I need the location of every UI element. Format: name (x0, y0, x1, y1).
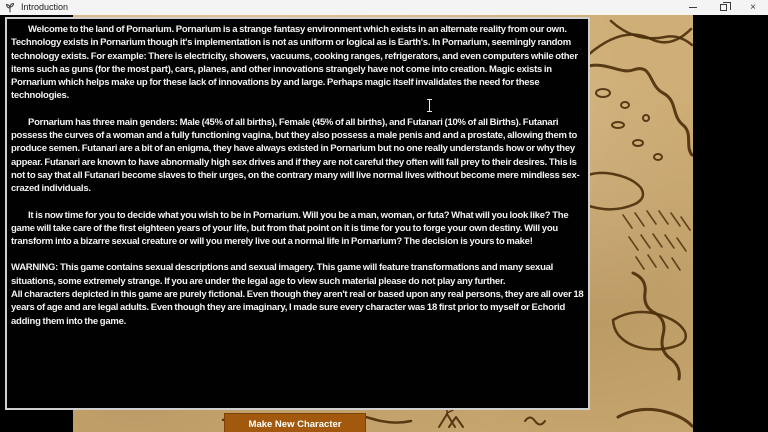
intro-warning-paragraph: WARNING: This game contains sexual descriptions and sexual imagery. This game will feature transformations and many sexual situations, some extremely strange. If you are under the legal age to view such material please do not play any further. (11, 262, 554, 287)
minimize-button[interactable] (678, 0, 708, 15)
intro-disclaimer-paragraph: All characters depicted in this game are purely fictional. Even though they aren't real or based upon any real persons, they are all over 18 years of age and are legal adults. Even though they are imaginary, I made sure every character was 18 first prior to myself or Echorid adding them into the game. (11, 289, 584, 327)
make-new-character-button[interactable]: Make New Character (224, 413, 366, 432)
plant-icon (5, 2, 15, 13)
intro-text-panel[interactable] (5, 17, 590, 410)
maximize-button[interactable] (708, 0, 738, 15)
restore-icon (720, 4, 727, 11)
mouse-cursor-ibeam (429, 99, 430, 112)
intro-paragraph-1: Welcome to the land of Pornarium. Pornarium is a strange fantasy environment which exists in an alternate reality from our own. Technology exists in Pornarium though it's implementation is not as uniform or logical as is Earth's. In Pornarium, seemingly random technology exists. For example: There is electricity, showers, vacuums, cooking ranges, refrigerators, and even computers while other items such as guns (for the most part), cars, planes, and other innovations strangely have not come into creation. Magic exists in Pornarium which helps make up for these lack of innovations by and large. Perhaps magic itself invalidates the need for these technologies. (11, 24, 578, 102)
minimize-icon (689, 7, 697, 8)
close-icon: × (750, 1, 756, 13)
window-title: Introduction (21, 2, 69, 12)
close-button[interactable] (738, 0, 768, 15)
intro-paragraph-2: Pornarium has three main genders: Male (45% of all births), Female (45% of all births), and Futanari (10% of all Births). Futanari possess the curves of a woman and a fully functioning vagina, but they also possess a male penis and and a prostate, allowing them to produce semen. Futanari are a bit of an enigma, they have always existed in Pornarium but no one really understands how or why they appear. Futanari are known to have abnormally high sex drives and if they are not careful they often will fall prey to their desires. This is not to say that all Futanari become slaves to their urges, on the contrary many will live normal lives without become mere mindless sex-crazed individuals. (11, 116, 580, 195)
window-titlebar (0, 0, 768, 15)
intro-paragraph-3: It is now time for you to decide what you wish to be in Pornarium. Will you be a man, woman, or futa? What will you look like? The game will take care of the first eighteen years of your life, but from that point on it is time for you to forge your own destiny. Will you transform into a bizarre sexual creature or will you merely live out a normal life in Pornarium? The decision is yours to make! (11, 209, 569, 248)
